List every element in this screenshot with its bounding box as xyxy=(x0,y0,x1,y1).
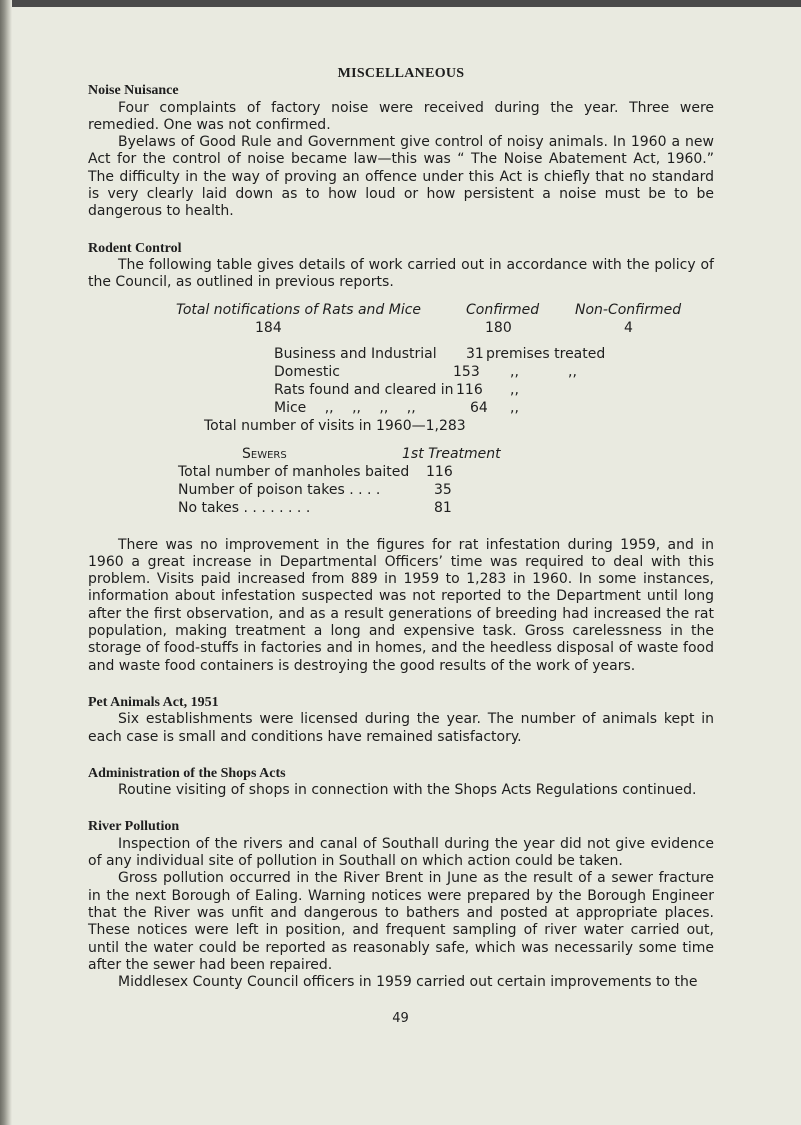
non-confirmed-header: Non-Confirmed xyxy=(575,301,682,318)
sewers-row-label: No takes . . . . . . . . xyxy=(178,499,311,516)
sewers-row xyxy=(88,482,714,500)
visits-total: Total number of visits in 1960—1,283 xyxy=(204,417,466,434)
sewers-heading: Sewers xyxy=(242,445,287,462)
premises-row xyxy=(88,364,714,382)
premises-note: ,, xyxy=(510,381,519,398)
scan-top-border xyxy=(0,0,801,7)
confirmed-header: Confirmed xyxy=(466,301,540,318)
page-title: MISCELLANEOUS xyxy=(337,66,465,81)
premises-label: Mice ,, ,, ,, ,, xyxy=(274,399,416,416)
sewers-row-value: 35 xyxy=(434,481,452,498)
confirmed-value: 180 xyxy=(485,319,512,336)
shops-paragraph: Routine visiting of shops in connection with the Shops Acts Regulations continued. xyxy=(118,782,697,799)
sewers-row-value: 81 xyxy=(434,499,452,516)
visits-total-row xyxy=(88,418,714,436)
noise-heading: Noise Nuisance xyxy=(88,83,179,99)
notifications-values-row xyxy=(88,320,714,338)
premises-row xyxy=(88,346,714,364)
scan-left-edge xyxy=(0,0,12,1125)
non-confirmed-value: 4 xyxy=(624,319,633,336)
rodent-paragraph: There was no improvement in the figures for rat infestation during 1959, and in 1960 a great increase in Departmental Officers’ time was required to deal with this problem. Visits paid increased from 889 in 1959 to 1,283 in 1960. In some instances, information about infestation suspected was not reported to the Department until long after the first observation, and as a result generations of breeding had increased the rat population, making treatment a long and expensive task. Gross carelessness in the storage of food-stuffs in factories and in homes, and the heedless disposal of waste food and waste food containers is destroying the good results of the work of years. xyxy=(88,536,714,674)
noise-paragraph-2: Byelaws of Good Rule and Government give control of noisy animals. In 1960 a new Act for the control of noise became law—this was “ The Noise Abatement Act, 1960.” The difficulty in the way of proving an offence under this Act is chiefly that no standard is very clearly laid down as to how loud or how persistent a noise must be to be dangerous to health. xyxy=(88,134,714,220)
first-treatment-header: 1st Treatment xyxy=(402,445,501,462)
shops-heading: Administration of the Shops Acts xyxy=(88,765,286,781)
total-notifications-header: Total notifications of Rats and Mice xyxy=(176,301,422,318)
sewers-row xyxy=(88,464,714,482)
sewers-row-label: Total number of manholes baited xyxy=(178,463,410,480)
premises-note-2: ,, xyxy=(568,363,577,380)
premises-label: Rats found and cleared in xyxy=(274,381,454,398)
document-page xyxy=(88,60,714,991)
page-number: 49 xyxy=(392,1011,409,1026)
premises-value: 116 xyxy=(456,381,483,398)
sewers-row-label: Number of poison takes . . . . xyxy=(178,481,381,498)
river-paragraph-1: Inspection of the rivers and canal of Southall during the year did not give evidence of any individual site of pollution in Southall on which action could be taken. xyxy=(88,835,714,870)
rodent-heading: Rodent Control xyxy=(88,240,182,256)
premises-value: 153 xyxy=(453,363,480,380)
premises-value: 64 xyxy=(470,399,488,416)
noise-paragraph-1: Four complaints of factory noise were received during the year. Three were remedied. One was not confirmed. xyxy=(88,99,714,133)
pet-heading: Pet Animals Act, 1951 xyxy=(88,694,219,710)
premises-row xyxy=(88,400,714,418)
sewers-row xyxy=(88,500,714,518)
notifications-header-row xyxy=(88,302,714,320)
sewers-header-row xyxy=(88,446,714,464)
river-paragraph-2: Gross pollution occurred in the River Brent in June as the result of a sewer fracture in the next Borough of Ealing. Warning notices were prepared by the Borough Engineer that the River was unfit and dangerous to bathers and posted at appropriate places. These notices were left in position, and frequent sampling of river water carried out, until the water could be reported as reasonably safe, which was necessarily some time after the sewer had been repaired. xyxy=(88,870,714,973)
premises-row xyxy=(88,382,714,400)
premises-note: ,, xyxy=(510,399,519,416)
premises-value: 31 xyxy=(466,345,484,362)
pet-paragraph: Six establishments were licensed during the year. The number of animals kept in each case is small and conditions have remained satisfactory. xyxy=(88,711,714,745)
premises-note: ,, xyxy=(510,363,519,380)
rodent-intro: The following table gives details of work carried out in accordance with the policy of the Council, as outlined in previous reports. xyxy=(88,256,714,291)
premises-label: Domestic xyxy=(274,363,340,380)
river-heading: River Pollution xyxy=(88,819,180,835)
river-paragraph-3: Middlesex County Council officers in 1959 carried out certain improvements to the xyxy=(118,974,698,991)
total-notifications-value: 184 xyxy=(255,319,282,336)
sewers-row-value: 116 xyxy=(426,463,453,480)
premises-label: Business and Industrial xyxy=(274,345,437,362)
premises-note: premises treated xyxy=(486,345,606,362)
